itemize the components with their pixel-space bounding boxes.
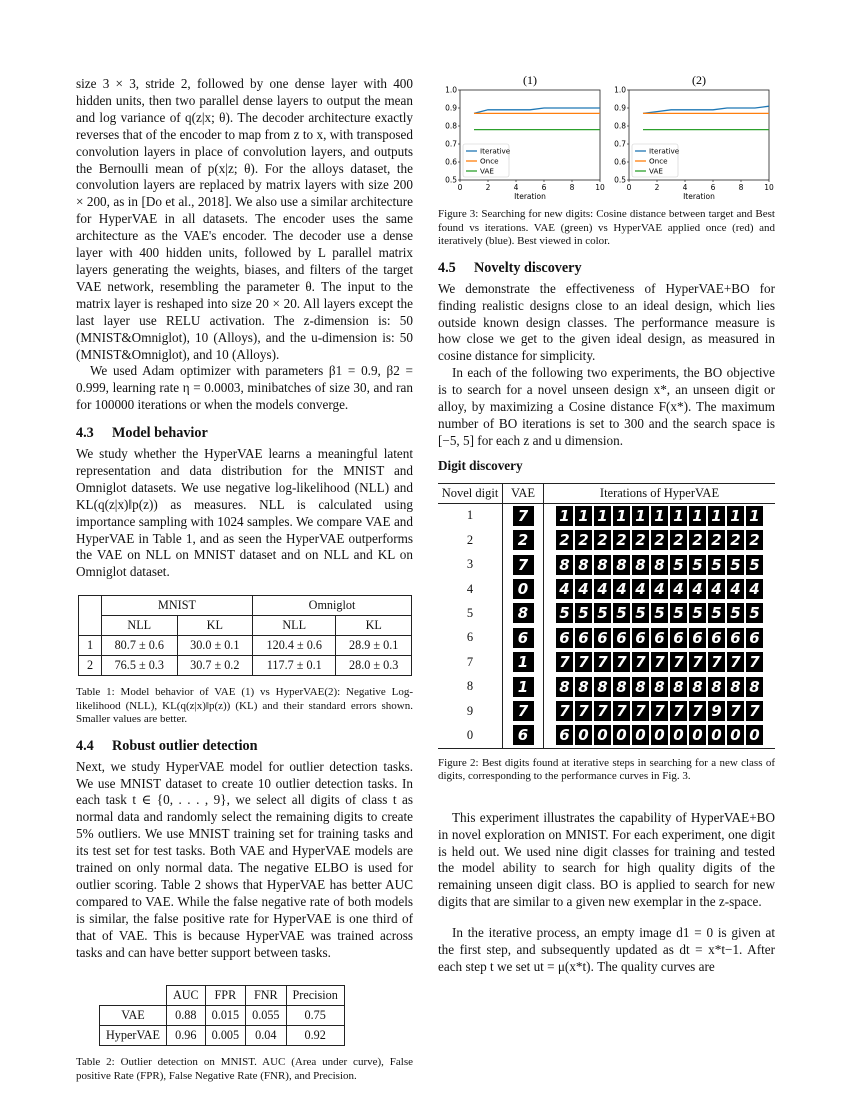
iteration-digit-image: 8 xyxy=(689,677,706,697)
column-header: VAE xyxy=(503,483,544,503)
digit-row xyxy=(438,674,775,698)
iteration-strip xyxy=(544,528,776,552)
iteration-digit-image: 6 xyxy=(632,628,649,648)
vae-digit-cell xyxy=(503,552,544,576)
paragraph: This experiment illustrates the capability of HyperVAE+BO in novel exploration on MNIST. For each experiment, one digit is held out. We used nine digit classes for training and tested the model ability to search for high quality digits of the remaining unseen digit class. BO is applied to search for new digits that are similar to a given new exemplar in the z-space. xyxy=(438,809,775,910)
iteration-digit-image: 2 xyxy=(613,530,630,550)
iteration-digit-image: 7 xyxy=(575,701,592,721)
line-chart-2 xyxy=(607,72,775,202)
iteration-digit-image: 4 xyxy=(746,579,763,599)
iteration-digit-image: 7 xyxy=(575,652,592,672)
iteration-digit-image: 0 xyxy=(708,725,725,745)
iteration-digit-image: 6 xyxy=(746,628,763,648)
table-group-header: Omniglot xyxy=(253,596,412,616)
y-tick-label: 0.5 xyxy=(445,175,457,185)
digit-row xyxy=(438,650,775,674)
vae-digit-cell xyxy=(503,577,544,601)
iteration-digit-image: 7 xyxy=(727,652,744,672)
digit-table xyxy=(438,483,775,749)
iteration-digit-image: 5 xyxy=(613,603,630,623)
vae-digit-cell xyxy=(503,626,544,650)
table-cell: 30.7 ± 0.2 xyxy=(177,656,253,676)
iteration-digit-image: 1 xyxy=(670,506,687,526)
paragraph: size 3 × 3, stride 2, followed by one dense layer with 400 hidden units, then two parallel dense layers to output the mean and log variance of q(z|x; θ). The decoder architecture exactly reverses that of the encoder to map from z to x, with transposed convolution layers in place of convolution layers, and outputs the Bernoulli mean of p(x|z; θ). For the alloys dataset, the convolution layers are replaced by matrix layers with size 200 × 200, as in [Do et al., 2018]. We also use a similar architecture for HyperVAE in all datasets. The encoder uses the same architecture as the VAE's encoder. The decoder use a dense layer with 400 hidden units, followed by L parallel matrix layers generating the weights, biases, and filters of the target VAE network, resembling the parameter θ. The input to the matrix layer is reshaped into size 20 × 20. All layers except the last layer use RELU activation. The z-dimension is: 50 (MNIST&Omniglot), 10 (Alloys), and the u-dimension is: 50 (MNIST&Omniglot), and 10 (Alloys). xyxy=(76,76,413,362)
section-heading xyxy=(76,425,413,442)
y-tick-label: 0.6 xyxy=(445,157,457,167)
iteration-digit-image: 1 xyxy=(727,506,744,526)
table-header: FNR xyxy=(246,986,286,1006)
iteration-digit-image: 5 xyxy=(708,603,725,623)
iteration-digit-image: 1 xyxy=(613,506,630,526)
table-row-label: HyperVAE xyxy=(100,1026,167,1046)
iteration-digit-image: 0 xyxy=(651,725,668,745)
table-cell: 0.015 xyxy=(205,1006,245,1026)
iteration-digit-image: 4 xyxy=(556,579,573,599)
iteration-digit-image: 2 xyxy=(556,530,573,550)
digit-row xyxy=(438,626,775,650)
novel-digit-label: 5 xyxy=(438,601,503,625)
x-tick-label: 0 xyxy=(626,183,632,192)
iteration-strip xyxy=(544,626,776,650)
table-1 xyxy=(78,595,412,676)
iteration-digit-image: 8 xyxy=(632,677,649,697)
section-title: Model behavior xyxy=(112,425,208,442)
section-title: Robust outlier detection xyxy=(112,737,258,754)
section-number: 4.3 xyxy=(76,425,94,442)
iteration-strip xyxy=(544,552,776,576)
section-title: Novelty discovery xyxy=(474,259,582,276)
iteration-digit-image: 7 xyxy=(594,652,611,672)
iteration-strip xyxy=(544,723,776,748)
iteration-digit-image: 2 xyxy=(632,530,649,550)
table-subheader: KL xyxy=(177,616,253,636)
iteration-digit-image: 5 xyxy=(727,555,744,575)
table-cell: 0.055 xyxy=(246,1006,286,1026)
vae-digit-image: 7 xyxy=(513,555,534,575)
iteration-digit-image: 8 xyxy=(670,677,687,697)
iteration-digit-image: 8 xyxy=(556,555,573,575)
x-tick-label: 10 xyxy=(764,183,774,192)
iteration-digit-image: 4 xyxy=(651,579,668,599)
iteration-digit-image: 1 xyxy=(746,506,763,526)
iteration-digit-image: 5 xyxy=(670,603,687,623)
iteration-digit-image: 8 xyxy=(613,555,630,575)
table-row xyxy=(100,1006,345,1026)
vae-digit-cell xyxy=(503,699,544,723)
iteration-digit-image: 7 xyxy=(670,652,687,672)
novel-digit-label: 7 xyxy=(438,650,503,674)
iteration-digit-image: 5 xyxy=(651,603,668,623)
table-row xyxy=(79,636,412,656)
digit-row xyxy=(438,552,775,576)
novel-digit-label: 2 xyxy=(438,528,503,552)
iteration-digit-image: 2 xyxy=(670,530,687,550)
iteration-digit-image: 6 xyxy=(556,725,573,745)
iteration-digit-image: 5 xyxy=(746,603,763,623)
iteration-digit-image: 8 xyxy=(651,677,668,697)
novel-digit-label: 9 xyxy=(438,699,503,723)
x-tick-label: 4 xyxy=(513,183,519,192)
iteration-digit-image: 0 xyxy=(575,725,592,745)
paragraph: In the iterative process, an empty image d1 = 0 is given at the first step, and subsequently updated as dt = x*t−1. After each step t we set ut = μ(x*t). The quality curves are xyxy=(438,925,775,974)
iteration-strip xyxy=(544,699,776,723)
table-cell: 2 xyxy=(79,656,102,676)
legend-entry: Once xyxy=(649,156,668,166)
digit-row xyxy=(438,601,775,625)
iteration-digit-image: 7 xyxy=(613,652,630,672)
iteration-strip xyxy=(544,650,776,674)
iteration-digit-image: 7 xyxy=(746,701,763,721)
iteration-digit-image: 8 xyxy=(708,677,725,697)
iteration-digit-image: 0 xyxy=(727,725,744,745)
legend-entry: Iterative xyxy=(649,146,680,156)
chart-title: (1) xyxy=(523,73,537,87)
x-tick-label: 6 xyxy=(710,183,716,192)
iteration-digit-image: 8 xyxy=(594,555,611,575)
section-heading xyxy=(76,738,413,755)
iteration-digit-image: 1 xyxy=(689,506,706,526)
vae-digit-image: 6 xyxy=(513,725,534,745)
iteration-digit-image: 4 xyxy=(594,579,611,599)
vae-digit-image: 7 xyxy=(513,506,534,526)
vae-digit-cell xyxy=(503,601,544,625)
iteration-digit-image: 7 xyxy=(556,701,573,721)
digit-row xyxy=(438,528,775,552)
iteration-digit-image: 7 xyxy=(632,701,649,721)
iteration-digit-image: 2 xyxy=(727,530,744,550)
figure-2 xyxy=(438,483,775,749)
iteration-digit-image: 8 xyxy=(632,555,649,575)
iteration-digit-image: 0 xyxy=(613,725,630,745)
x-tick-label: 10 xyxy=(595,183,605,192)
paragraph: We demonstrate the effectiveness of HyperVAE+BO for finding realistic designs close to an ideal design, which lies outside known design classes. The performance measure is how close we get to the given ideal design, as measured in cosine distance for simplicity. xyxy=(438,280,775,364)
iteration-digit-image: 8 xyxy=(651,555,668,575)
iteration-digit-image: 2 xyxy=(594,530,611,550)
iteration-digit-image: 8 xyxy=(594,677,611,697)
iteration-digit-image: 8 xyxy=(556,677,573,697)
table-cell: 0.005 xyxy=(205,1026,245,1046)
table-cell: 0.88 xyxy=(166,1006,205,1026)
y-tick-label: 0.8 xyxy=(614,121,626,131)
novel-digit-label: 1 xyxy=(438,503,503,528)
iteration-digit-image: 1 xyxy=(651,506,668,526)
iteration-digit-image: 0 xyxy=(689,725,706,745)
y-tick-label: 0.8 xyxy=(445,121,457,131)
iteration-digit-image: 4 xyxy=(670,579,687,599)
iteration-digit-image: 7 xyxy=(651,701,668,721)
iteration-digit-image: 6 xyxy=(556,628,573,648)
iteration-digit-image: 7 xyxy=(670,701,687,721)
iteration-digit-image: 0 xyxy=(670,725,687,745)
y-tick-label: 1.0 xyxy=(614,85,626,95)
x-tick-label: 2 xyxy=(485,183,491,192)
iteration-digit-image: 4 xyxy=(632,579,649,599)
iteration-digit-image: 5 xyxy=(575,603,592,623)
iteration-digit-image: 6 xyxy=(670,628,687,648)
iteration-digit-image: 7 xyxy=(632,652,649,672)
digit-row xyxy=(438,699,775,723)
table-cell: 0.92 xyxy=(286,1026,344,1046)
iteration-digit-image: 7 xyxy=(689,701,706,721)
section-number: 4.4 xyxy=(76,737,94,754)
iteration-digit-image: 7 xyxy=(708,652,725,672)
vae-digit-image: 1 xyxy=(513,677,534,697)
column-header: Iterations of HyperVAE xyxy=(544,483,776,503)
iteration-digit-image: 2 xyxy=(651,530,668,550)
iteration-digit-image: 8 xyxy=(575,677,592,697)
iteration-digit-image: 1 xyxy=(708,506,725,526)
table-group-header: MNIST xyxy=(102,596,253,616)
iteration-digit-image: 6 xyxy=(727,628,744,648)
figure-3 xyxy=(438,72,775,202)
y-tick-label: 1.0 xyxy=(445,85,457,95)
iteration-digit-image: 1 xyxy=(632,506,649,526)
table-cell: 80.7 ± 0.6 xyxy=(102,636,178,656)
iteration-digit-image: 6 xyxy=(575,628,592,648)
iteration-digit-image: 2 xyxy=(689,530,706,550)
iteration-strip xyxy=(544,503,776,528)
iteration-digit-image: 7 xyxy=(651,652,668,672)
table-row xyxy=(79,656,412,676)
iteration-digit-image: 7 xyxy=(556,652,573,672)
x-axis-label: Iteration xyxy=(683,192,715,201)
vae-digit-image: 1 xyxy=(513,652,534,672)
subsection-heading: Digit discovery xyxy=(438,457,523,473)
iteration-digit-image: 1 xyxy=(575,506,592,526)
x-tick-label: 4 xyxy=(682,183,688,192)
column-header: Novel digit xyxy=(438,483,503,503)
table-row xyxy=(100,1026,345,1046)
iteration-strip xyxy=(544,674,776,698)
figure-caption: Figure 3: Searching for new digits: Cosine distance between target and Best found vs iterations. VAE (green) vs HyperVAE applied once (red) and iteratively (blue). Best viewed in color. xyxy=(438,208,775,248)
line-chart-1 xyxy=(438,72,606,202)
table-header: AUC xyxy=(166,986,205,1006)
vae-digit-cell xyxy=(503,674,544,698)
iteration-digit-image: 6 xyxy=(594,628,611,648)
novel-digit-label: 4 xyxy=(438,577,503,601)
table-row-label: VAE xyxy=(100,1006,167,1026)
table-cell: 28.0 ± 0.3 xyxy=(336,656,412,676)
paragraph: We used Adam optimizer with parameters β1 = 0.9, β2 = 0.999, learning rate η = 0.0003, minibatches of size 30, and ran for 100000 iterations or when the models converge. xyxy=(76,363,413,413)
vae-digit-image: 0 xyxy=(513,579,534,599)
novel-digit-label: 8 xyxy=(438,674,503,698)
legend-entry: VAE xyxy=(480,166,494,176)
iteration-digit-image: 7 xyxy=(727,701,744,721)
iteration-digit-image: 6 xyxy=(708,628,725,648)
digit-row xyxy=(438,723,775,748)
iteration-digit-image: 2 xyxy=(708,530,725,550)
table-cell: 76.5 ± 0.3 xyxy=(102,656,178,676)
table-subheader: NLL xyxy=(102,616,178,636)
table-2 xyxy=(99,985,345,1046)
iteration-strip xyxy=(544,601,776,625)
iteration-digit-image: 8 xyxy=(727,677,744,697)
iteration-digit-image: 5 xyxy=(689,603,706,623)
y-tick-label: 0.7 xyxy=(614,139,626,149)
legend-entry: Iterative xyxy=(480,146,511,156)
y-tick-label: 0.9 xyxy=(445,103,457,113)
novel-digit-label: 0 xyxy=(438,723,503,748)
iteration-digit-image: 4 xyxy=(727,579,744,599)
figure-caption: Figure 2: Best digits found at iterative steps in searching for a new class of digits, corresponding to the performance curves in Fig. 3. xyxy=(438,756,775,783)
vae-digit-image: 2 xyxy=(513,530,534,550)
x-tick-label: 8 xyxy=(738,183,744,192)
x-tick-label: 8 xyxy=(569,183,575,192)
table-cell: 117.7 ± 0.1 xyxy=(253,656,336,676)
series-line-iterative xyxy=(474,108,600,113)
iteration-digit-image: 7 xyxy=(594,701,611,721)
x-tick-label: 0 xyxy=(457,183,463,192)
iteration-strip xyxy=(544,577,776,601)
y-tick-label: 0.5 xyxy=(614,175,626,185)
iteration-digit-image: 1 xyxy=(594,506,611,526)
x-tick-label: 2 xyxy=(654,183,660,192)
section-number: 4.5 xyxy=(438,259,456,276)
iteration-digit-image: 8 xyxy=(575,555,592,575)
iteration-digit-image: 5 xyxy=(708,555,725,575)
iteration-digit-image: 6 xyxy=(613,628,630,648)
iteration-digit-image: 7 xyxy=(613,701,630,721)
series-line-iterative xyxy=(643,106,769,113)
table-corner xyxy=(79,596,102,636)
table-cell: 0.96 xyxy=(166,1026,205,1046)
iteration-digit-image: 2 xyxy=(746,530,763,550)
digit-row xyxy=(438,503,775,528)
iteration-digit-image: 5 xyxy=(594,603,611,623)
x-tick-label: 6 xyxy=(541,183,547,192)
vae-digit-image: 7 xyxy=(513,701,534,721)
iteration-digit-image: 5 xyxy=(556,603,573,623)
iteration-digit-image: 7 xyxy=(689,652,706,672)
iteration-digit-image: 7 xyxy=(746,652,763,672)
chart-title: (2) xyxy=(692,73,706,87)
iteration-digit-image: 6 xyxy=(651,628,668,648)
iteration-digit-image: 9 xyxy=(708,701,725,721)
novel-digit-label: 6 xyxy=(438,626,503,650)
iteration-digit-image: 8 xyxy=(613,677,630,697)
vae-digit-cell xyxy=(503,650,544,674)
section-heading xyxy=(438,260,775,277)
paragraph: We study whether the HyperVAE learns a meaningful latent representation and data distribution for the MNIST and Omniglot datasets. We use negative log-likelihood (NLL) and KL(q(z|x)‖p(z)) as measures. NLL is calculated using importance sampling with 1024 samples. We compare VAE and HyperVAE in Table 1, and as seen the HyperVAE outperforms the VAE on NLL on MNIST dataset and on NLL and KL on Omniglot dataset. xyxy=(76,446,413,580)
novel-digit-label: 3 xyxy=(438,552,503,576)
x-axis-label: Iteration xyxy=(514,192,546,201)
table-subheader: NLL xyxy=(253,616,336,636)
table-cell: 120.4 ± 0.6 xyxy=(253,636,336,656)
table-cell: 0.04 xyxy=(246,1026,286,1046)
iteration-digit-image: 8 xyxy=(746,677,763,697)
right-column xyxy=(438,72,775,976)
table-subheader: KL xyxy=(336,616,412,636)
table-cell: 30.0 ± 0.1 xyxy=(177,636,253,656)
iteration-digit-image: 5 xyxy=(670,555,687,575)
vae-digit-image: 6 xyxy=(513,628,534,648)
table-header: Precision xyxy=(286,986,344,1006)
table-caption: Table 1: Model behavior of VAE (1) vs HyperVAE(2): Negative Log-likelihood (NLL), KL(q(z|x)‖p(z)) (KL) and their standard errors shown. Smaller values are better. xyxy=(76,685,413,726)
paragraph: In each of the following two experiments, the BO objective is to search for a novel unseen design x*, an unseen digit or alloy, by maximizing a Cosine distance F(x*). The maximum number of BO iterations is set to 300 and the search space is [−5, 5] for each z and u dimension. xyxy=(438,365,775,448)
vae-digit-image: 8 xyxy=(513,603,534,623)
vae-digit-cell xyxy=(503,528,544,552)
iteration-digit-image: 2 xyxy=(575,530,592,550)
iteration-digit-image: 5 xyxy=(632,603,649,623)
iteration-digit-image: 6 xyxy=(689,628,706,648)
iteration-digit-image: 5 xyxy=(727,603,744,623)
vae-digit-cell xyxy=(503,723,544,748)
table-cell: 28.9 ± 0.1 xyxy=(336,636,412,656)
legend-entry: VAE xyxy=(649,166,663,176)
iteration-digit-image: 4 xyxy=(613,579,630,599)
iteration-digit-image: 4 xyxy=(708,579,725,599)
vae-digit-cell xyxy=(503,503,544,528)
iteration-digit-image: 1 xyxy=(556,506,573,526)
y-tick-label: 0.9 xyxy=(614,103,626,113)
iteration-digit-image: 4 xyxy=(689,579,706,599)
left-column xyxy=(76,76,413,1083)
table-header: FPR xyxy=(205,986,245,1006)
iteration-digit-image: 4 xyxy=(575,579,592,599)
iteration-digit-image: 5 xyxy=(689,555,706,575)
table-cell: 1 xyxy=(79,636,102,656)
iteration-digit-image: 0 xyxy=(632,725,649,745)
paragraph: Next, we study HyperVAE model for outlier detection tasks. We use MNIST dataset to create 10 outlier detection tasks. In each task t ∈ {0, . . . , 9}, we select all digits of class t as normal data and randomly select the remaining digits to create 5% outliers. We use MNIST training set for training tasks and its test set for test tasks. Both VAE and HyperVAE models are trained on only normal data. The negative ELBO is used for outlier scoring. Table 2 shows that HyperVAE has better AUC compared to VAE. While the false negative rate of both models is similar, the false positive rate for HyperVAE is one third of that of VAE. This is because HyperVAE was trained across tasks and can have better support between tasks. xyxy=(76,758,413,960)
digit-row xyxy=(438,577,775,601)
legend-entry: Once xyxy=(480,156,499,166)
iteration-digit-image: 0 xyxy=(594,725,611,745)
table-corner xyxy=(100,986,167,1006)
y-tick-label: 0.7 xyxy=(445,139,457,149)
y-tick-label: 0.6 xyxy=(614,157,626,167)
table-caption: Table 2: Outlier detection on MNIST. AUC (Area under curve), False positive Rate (FPR), False Negative Rate (FNR), and Precision. xyxy=(76,1056,413,1082)
table-cell: 0.75 xyxy=(286,1006,344,1026)
iteration-digit-image: 0 xyxy=(746,725,763,745)
iteration-digit-image: 5 xyxy=(746,555,763,575)
